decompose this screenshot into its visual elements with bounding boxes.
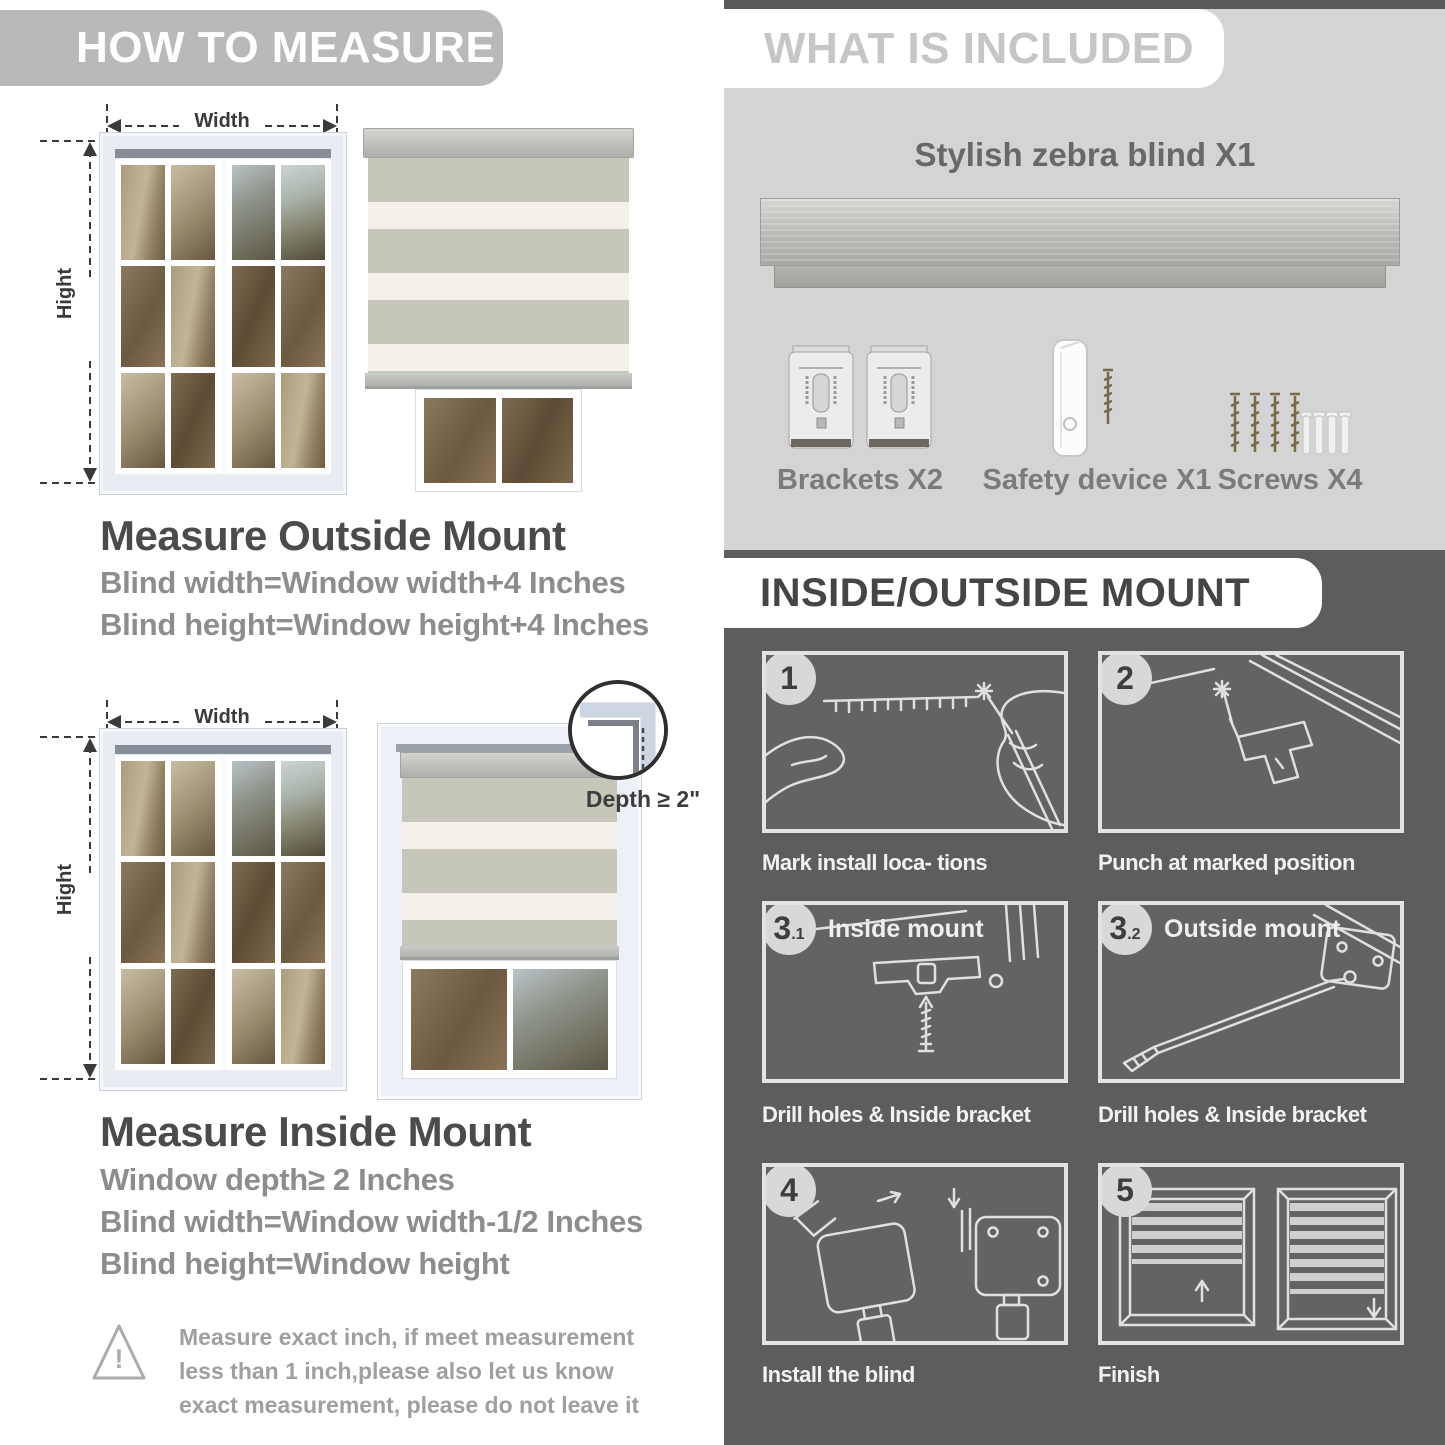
blind-headrail [363,128,634,158]
step-inner-label: Outside mount [1164,915,1341,943]
step-panel-1 [762,651,1068,833]
brackets-label: Brackets X2 [776,464,944,496]
zebra-blind-outside-figure [363,128,634,492]
step-panel-2 [1098,651,1404,833]
step-caption-4: Install the blind [762,1362,915,1387]
step-caption-3-2: Drill holes & Inside bracket [1098,1102,1367,1127]
window-photo-outside [99,132,347,495]
blind-bottom-rail [365,373,632,389]
step-caption-5: Finish [1098,1362,1160,1387]
how-to-measure-title: HOW TO MEASURE [76,23,496,72]
screws-label: Screws X4 [1217,464,1363,496]
window-sashes [115,159,331,474]
window-top-shade [115,745,331,754]
blind-fabric [368,158,629,373]
warning-text: Measure exact inch, if meet measurement less than 1 inch,please also let us know exact measurement, please do not leave it [179,1324,640,1418]
step-panel-3-2 [1098,901,1404,1083]
what-is-included-title: WHAT IS INCLUDED [764,24,1195,73]
step-caption-3-1: Drill holes & Inside bracket [762,1102,1031,1127]
step-number-badge: 3 .2 [1098,901,1152,955]
window-below-blind [415,389,582,492]
window-sashes [115,755,331,1070]
inside-outside-mount-banner [724,558,1322,628]
inside-mount-line3: Blind height=Window height [100,1246,510,1281]
step-caption-1: Mark install loca- tions [762,850,988,875]
step-number-badge: 5 [1098,1163,1152,1217]
depth-label: Depth ≥ 2" [585,786,701,812]
window-sash-right [226,755,332,1070]
window-below-blind [402,960,617,1079]
height-label-2: Hight [54,864,76,916]
window-photo-inside [99,728,347,1091]
step-panel-3-1 [762,901,1068,1083]
inside-mount-title: Measure Inside Mount [100,1108,532,1155]
step-panel-4 [762,1163,1068,1345]
right-top-bar [724,0,1445,9]
depth-magnifier-icon [566,678,670,782]
step-number-badge: 1 [762,651,816,705]
step-number-badge: 4 [762,1163,816,1217]
how-to-measure-banner [0,10,503,86]
blind-bottom-rail [400,946,619,960]
inside-mount-line1: Window depth≥ 2 Inches [100,1162,455,1197]
window-top-shade [115,149,331,158]
safety-device-image [1045,336,1135,464]
outside-mount-line1: Blind width=Window width+4 Inches [100,565,626,600]
step-panel-5 [1098,1163,1404,1345]
step-inner-label: Inside mount [828,915,984,943]
product-title: Stylish zebra blind X1 [914,136,1256,173]
width-label: Width [194,110,250,132]
step-number-badge: 2 [1098,651,1152,705]
headrail-product-image [760,198,1400,294]
step-caption-2: Punch at marked position [1098,850,1355,875]
warning-exclamation: ! [114,1344,124,1374]
what-is-included-banner [724,9,1224,88]
window-sash-right [226,159,332,474]
outside-mount-line2: Blind height=Window height+4 Inches [100,607,649,642]
step-number-badge: 3 .1 [762,901,816,955]
warning-triangle-icon [90,1320,148,1386]
window-sash-left [115,159,221,474]
inside-mount-line2: Blind width=Window width-1/2 Inches [100,1204,643,1239]
inside-outside-mount-title: INSIDE/OUTSIDE MOUNT [760,571,1251,615]
screws-image [1225,384,1355,464]
window-sash-left [115,755,221,1070]
width-label-2: Width [194,706,250,728]
outside-mount-title: Measure Outside Mount [100,512,566,559]
brackets-image [785,344,935,456]
height-label: Hight [54,268,76,320]
safety-device-label: Safety device X1 [982,464,1212,496]
